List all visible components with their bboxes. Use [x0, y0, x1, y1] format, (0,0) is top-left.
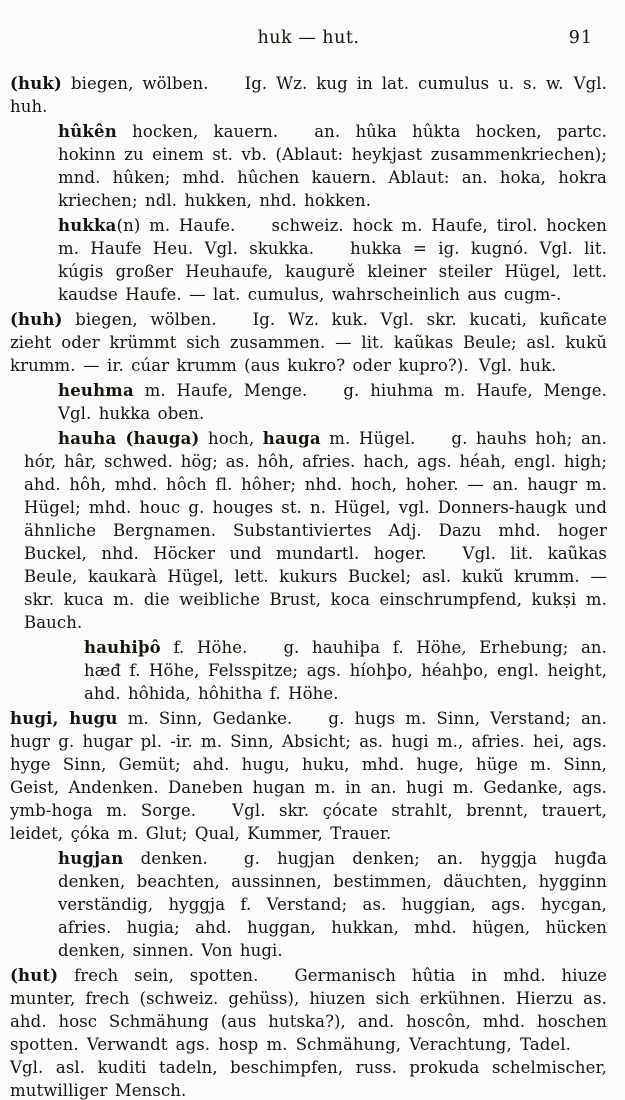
headword: (huk) — [10, 74, 63, 93]
entry-etymology: Ig. Wz. kuk. Vgl. skr. kucati, kuñcate zieht oder krümmt sich zusammen. — lit. kaũkas Beule; asl. kukŭ krumm. — ir. cúar krumm (aus kukro? oder kupro?). — [10, 310, 607, 375]
headword: (huh) — [10, 310, 63, 329]
headword: heuhma — [58, 381, 134, 400]
entry-sense: m. Hügel. — [320, 429, 416, 448]
entry-etymology: Vgl. skr. çócate strahlt, brennt, trauert, leidet, çóka m. Glut; Qual, Kummer, Trauer. — [10, 801, 607, 843]
headword: hukka — [58, 216, 117, 235]
entry-etymology: g. hiuhma m. Haufe, Menge. Vgl. hukka oben. — [58, 381, 607, 423]
page-header-title: huk — hut. — [257, 28, 360, 48]
entry-huh — [10, 308, 607, 377]
entry-etymology: Vgl. lit. kaũkas Beule, kaukarà Hügel, lett. kukurs Buckel; asl. kukŭ krumm. — skr. kuca m. die weibliche Brust, koca einschrumpfend, kukṣi m. Bauch. — [24, 544, 607, 632]
entry-hut — [10, 964, 607, 1100]
entry-etymology: hukka = ig. kugnó. Vgl. lit. kúgis großer Heuhaufe, kaugurě kleiner steiler Hügel, lett. kaudse Haufe. — lat. cumulus, wahrscheinlich aus cugm-. — [58, 239, 607, 304]
entry-sense: biegen, wölben. — [62, 310, 217, 329]
entry-etymology: Vgl. huh. — [10, 74, 607, 116]
entry-sense: hocken, kauern. — [116, 122, 279, 141]
entry-sense: m. Sinn, Gedanke. — [117, 709, 293, 728]
headword: hugi, hugu — [10, 709, 118, 728]
entry-heuhma — [10, 379, 607, 425]
entry-hauha — [10, 427, 607, 634]
running-head — [10, 26, 607, 50]
entry-hugjan — [10, 847, 607, 962]
headword: hauha (hauga) — [58, 429, 200, 448]
entry-sense: f. Höhe. — [160, 638, 248, 657]
headword: hugjan — [58, 849, 124, 868]
headword: (hut) — [10, 966, 59, 985]
entry-etymology: Vgl. huk. — [478, 356, 557, 375]
entry-etymology: g. hugjan denken; an. hyggja hugđa denken, beachten, aussinnen, bestimmen, däuchten, hygginn verständig, hyggja f. Verstand; as. huggian, ags. hycgan, afries. hugia; ahd. huggan, hukkan, mhd. hügen, hücken denken, sinnen. Von hugi. — [58, 849, 607, 960]
entry-sense: (n) m. Haufe. — [116, 216, 236, 235]
headword: hûkên — [58, 122, 117, 141]
entry-huken — [10, 120, 607, 212]
entry-etymology: schweiz. hock m. Haufe, tirol. hocken m. Haufe Heu. Vgl. skukka. — [58, 216, 608, 258]
headword: hauga — [262, 429, 321, 448]
entry-etymology: an. hûka hûkta hocken, partc. hokinn zu einem st. vb. (Ablaut: heykjast zusammenkriechen); mnd. hûken; mhd. hûchen kauern. Ablaut: an. hoka, hokra kriechen; ndl. hukken, nhd. hokken. — [58, 122, 607, 210]
headword: hauhiþô — [84, 638, 161, 657]
entry-etymology: Vgl. asl. kuditi tadeln, beschimpfen, russ. prokuda schelmischer, mutwilliger Mensch. — [10, 1058, 607, 1100]
entry-sense: biegen, wölben. — [62, 74, 209, 93]
entry-sense: frech sein, spotten. — [58, 966, 259, 985]
entry-hauhitho — [10, 636, 607, 705]
entry-etymology: Ig. Wz. kug in lat. cumulus u. s. w. — [244, 74, 564, 93]
entry-etymology: g. hauhiþa f. Höhe, Erhebung; an. hæđ f. Höhe, Felsspitze; ags. híohþo, héahþo, engl. height, ahd. hôhida, hôhitha f. Höhe. — [84, 638, 607, 703]
page-number: 91 — [568, 28, 593, 48]
entry-etymology: g. hugs m. Sinn, Verstand; an. hugr g. hugar pl. -ir. m. Sinn, Absicht; as. hugi m., afries. hei, ags. hyge Sinn, Gemüt; ahd. hugu, huku, mhd. huge, hüge m. Sinn, Geist, Andenken. Daneben hugan m. in an. hugi m. Gedanke, ags. ymb-hoga m. Sorge. — [10, 709, 607, 820]
entry-hugi — [10, 707, 607, 845]
entry-sense: hoch, — [199, 429, 263, 448]
entry-etymology: g. hauhs hoh; an. hór, hâr, schwed. hög; as. hôh, afries. hach, ags. héah, engl. high; ahd. hôh, mhd. hôch fl. hôher; nhd. hoch, hoher. — an. haugr m. Hügel; mhd. houc g. houges st. n. Hügel, vgl. Donners-haugk und ähnliche Bergnamen. Substantiviertes Adj. Dazu mhd. hoger Buckel, nhd. Höcker und mundartl. hoger. — [24, 429, 607, 563]
entry-etymology: Germanisch hûtia in mhd. hiuze munter, frech (schweiz. gehüss), hiuzen sich erkühnen. Hierzu as. ahd. hosc Schmähung (aus hutska?), and. hoscôn, mhd. hoschen spotten. Verwandt ags. hosp m. Schmähung, Verachtung, Tadel. — [10, 966, 607, 1054]
entry-huk — [10, 72, 607, 118]
entry-sense: denken. — [123, 849, 208, 868]
entry-sense: m. Haufe, Menge. — [133, 381, 308, 400]
entry-hukka — [10, 214, 607, 306]
